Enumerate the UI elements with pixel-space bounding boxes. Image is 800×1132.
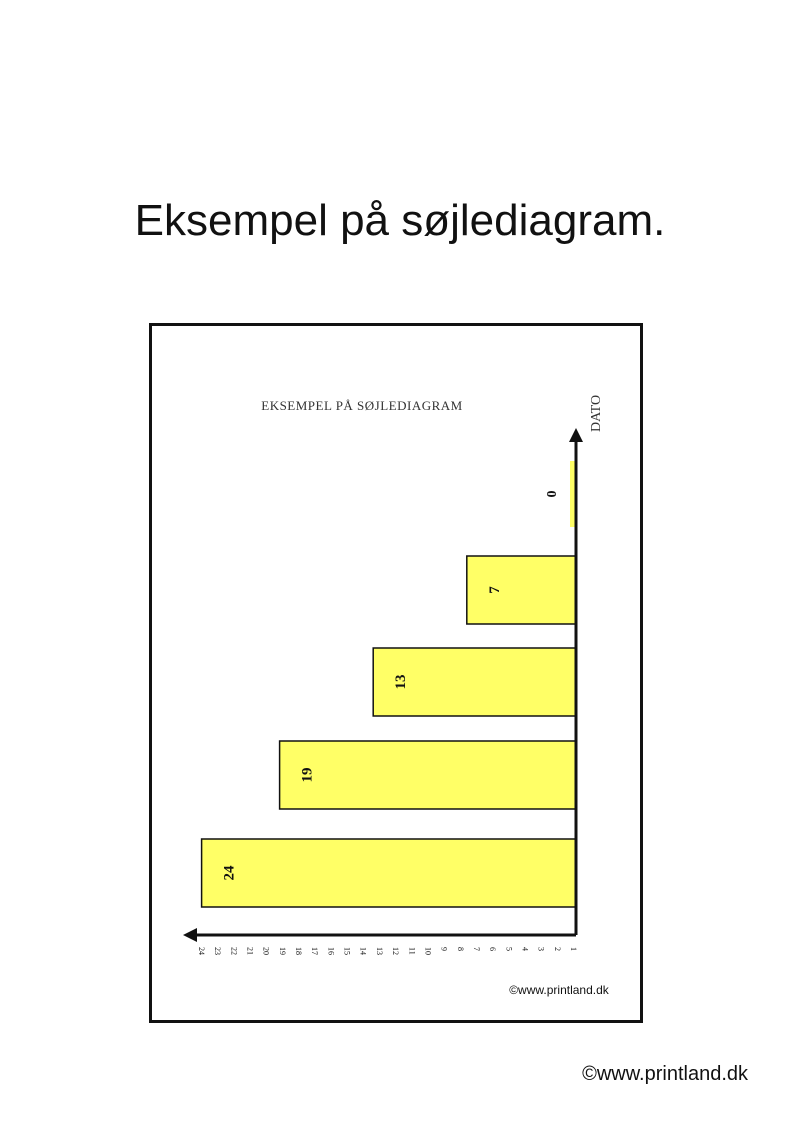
tick-label: 15 (342, 947, 352, 955)
tick-label: 11 (407, 947, 417, 955)
tick-label: 7 (472, 947, 481, 951)
tick-label: 22 (229, 947, 239, 955)
vertical-axis-arrow (569, 428, 583, 442)
sheet-credit: ©www.printland.dk (509, 983, 609, 997)
tick-label: 21 (245, 947, 255, 955)
tick-label: 5 (504, 947, 514, 951)
tick-label: 8 (455, 947, 465, 951)
value-label-3: 7 (486, 586, 503, 594)
tick-label: 6 (488, 947, 498, 951)
tick-label: 14 (358, 947, 368, 955)
bar-1 (280, 741, 576, 809)
value-label-0: 24 (221, 865, 238, 881)
tick-label: 20 (261, 947, 271, 955)
page-title: Eksempel på søjlediagram. (134, 196, 666, 245)
tick-label: 13 (374, 947, 384, 955)
tick-label: 24 (197, 947, 206, 955)
bars-group (202, 461, 576, 907)
tick-label: 2 (552, 947, 562, 951)
horizontal-axis-arrow (183, 928, 197, 942)
tick-label: 18 (294, 947, 303, 955)
footer-credit: ©www.printland.dk (582, 1063, 748, 1085)
tick-label: 12 (391, 947, 401, 955)
bar-4 (570, 461, 575, 527)
value-label-4: 0 (545, 490, 560, 498)
tick-labels-group (197, 947, 578, 955)
axis-label-dato: DATO (589, 394, 604, 432)
tick-label: 17 (310, 947, 320, 955)
bar-0 (202, 839, 576, 907)
tick-label: 10 (423, 947, 433, 955)
tick-label: 1 (569, 947, 578, 951)
tick-label: 23 (213, 947, 223, 955)
value-label-1: 19 (299, 767, 316, 783)
tick-label: 3 (536, 947, 546, 951)
tick-label: 19 (277, 947, 287, 955)
chart-title: EKSEMPEL PÅ SØJLEDIAGRAM (261, 398, 463, 413)
bar-3 (467, 556, 576, 624)
tick-label: 4 (520, 947, 530, 951)
tick-label: 16 (326, 947, 336, 955)
tick-label: 9 (439, 947, 449, 951)
value-label-2: 13 (393, 674, 410, 690)
